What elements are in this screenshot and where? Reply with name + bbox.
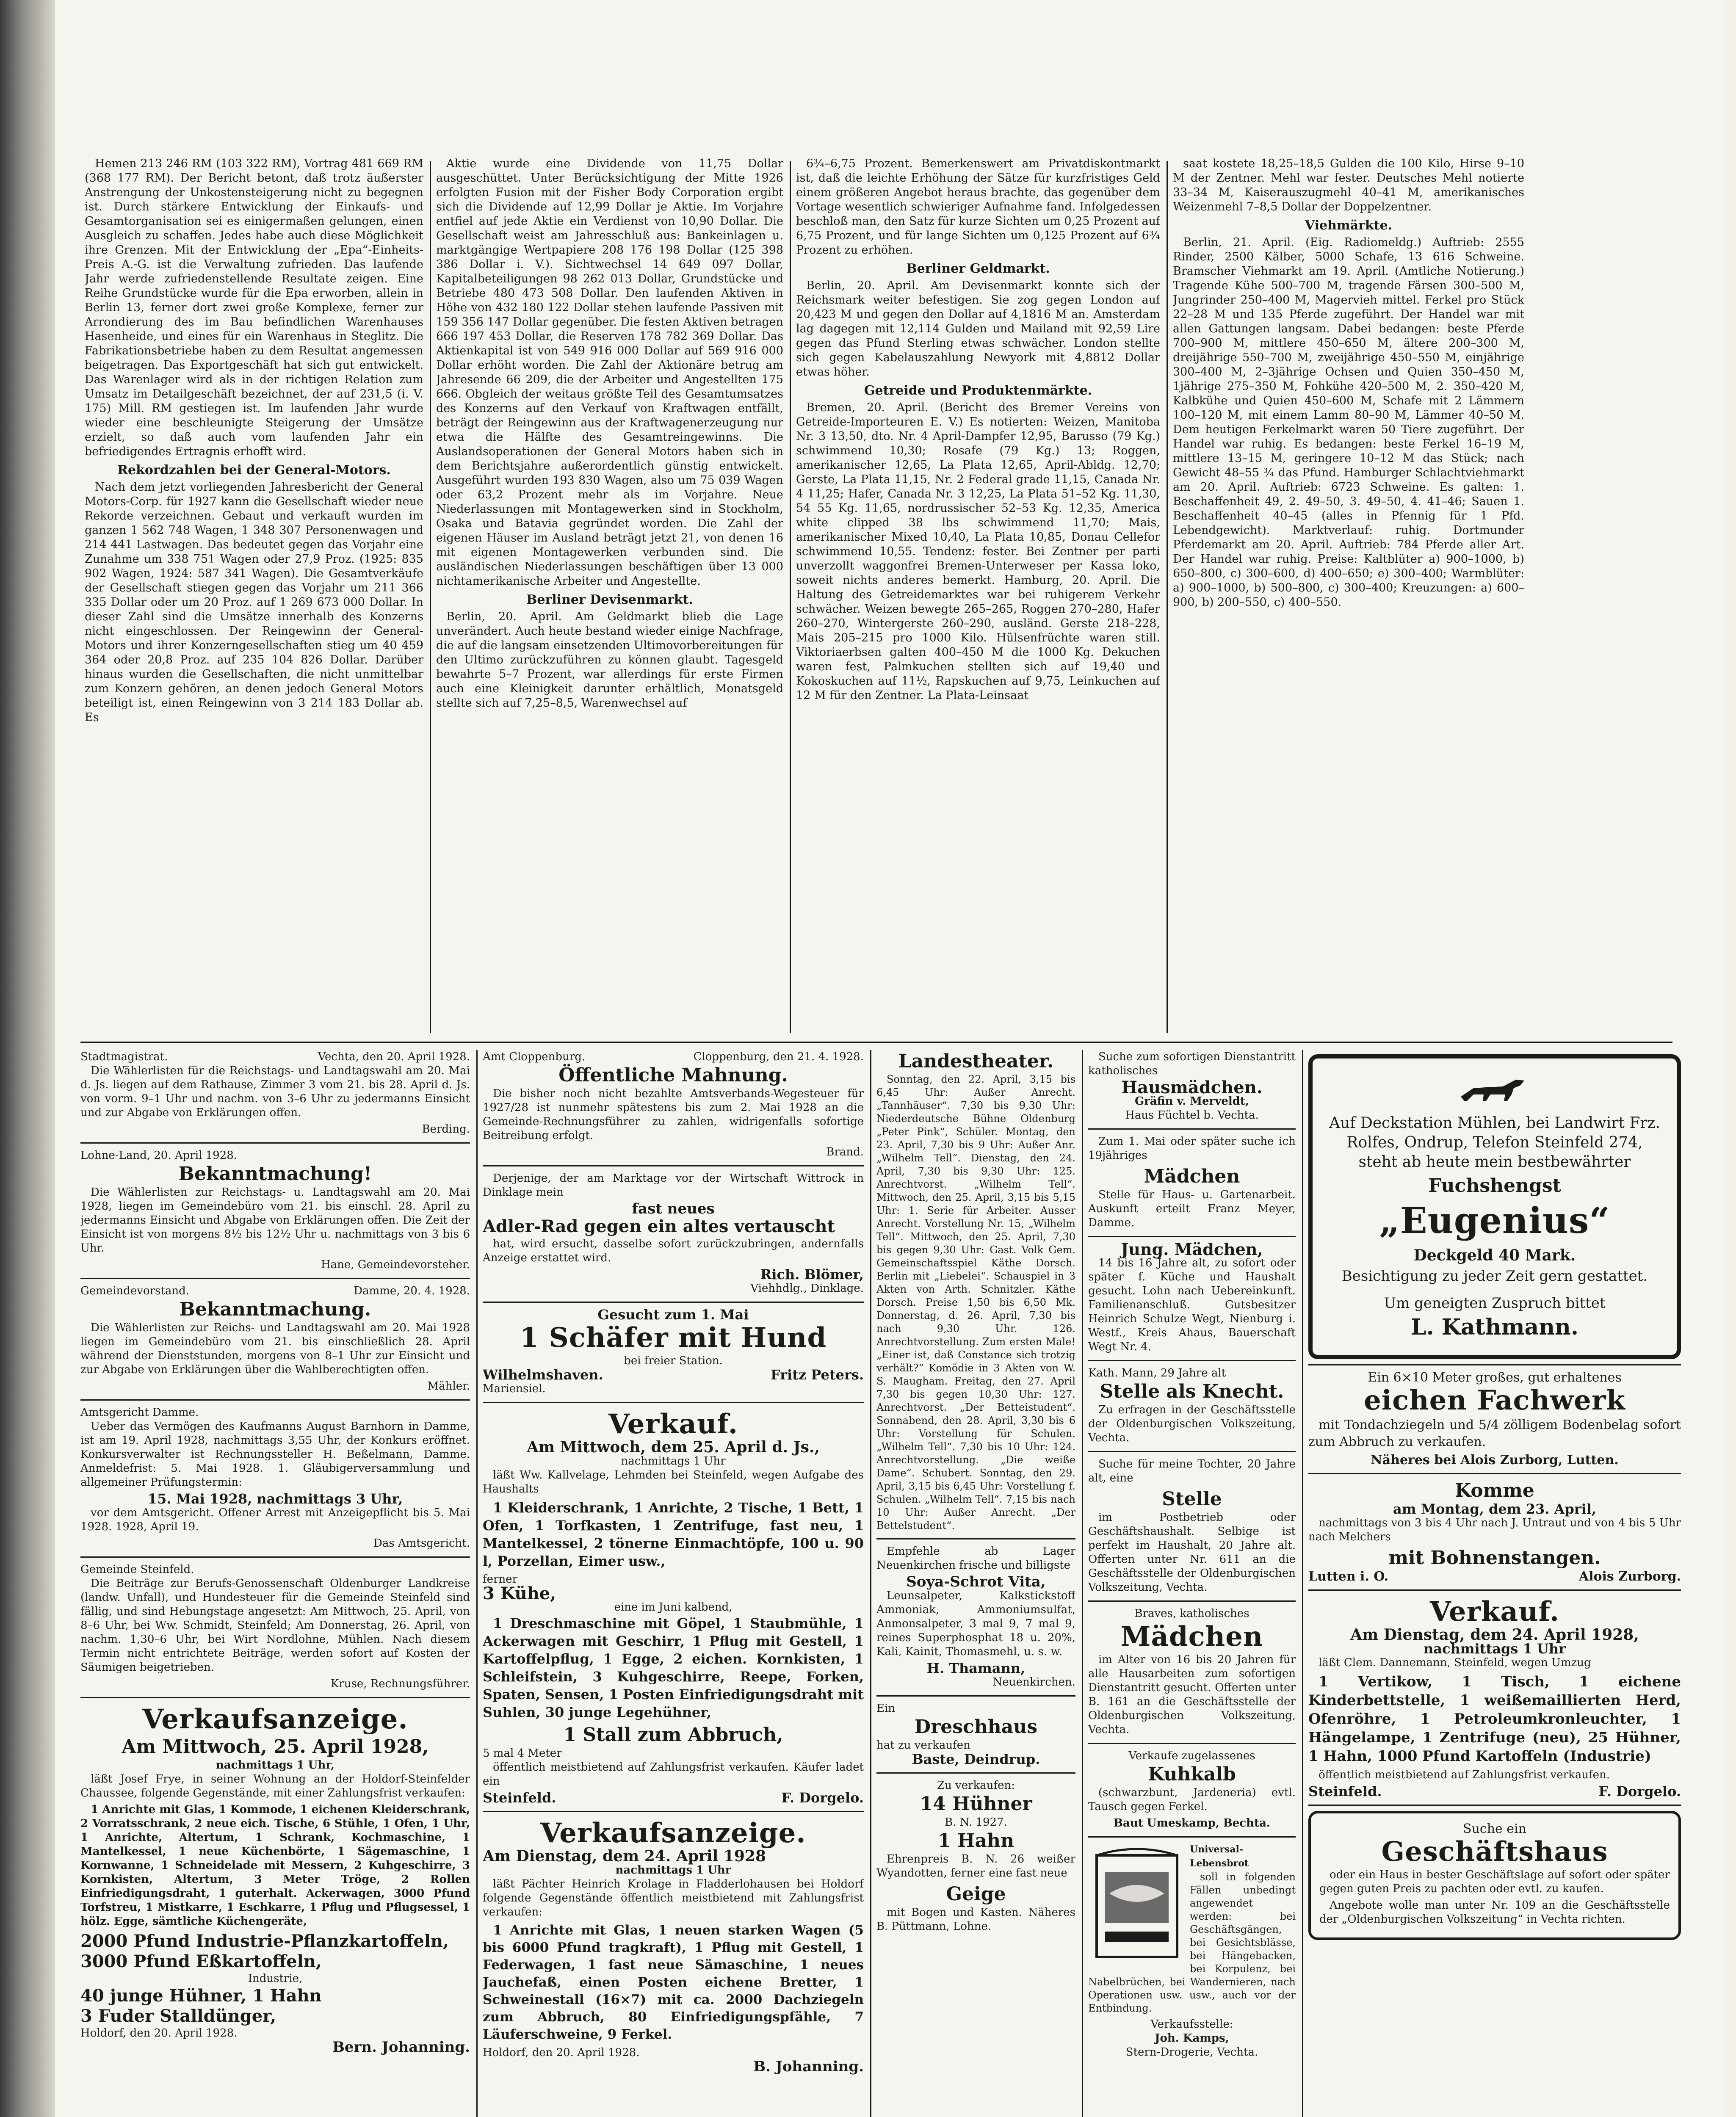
ad-headline: Mädchen — [1120, 1621, 1263, 1653]
ad-text: Auf Deckstation Mühlen, bei Landwirt Frz. Rolfes, Ondrup, Telefon Steinfeld 274, steht ab heute mein bestbewährter — [1329, 1114, 1660, 1171]
ad-text: Zum 1. Mai oder später suche ich 19jähriges — [1088, 1135, 1296, 1162]
column-rule — [1167, 161, 1168, 1033]
ad-text: bei freier Station. — [624, 1354, 723, 1367]
notice-text: Die Wählerlisten für die Reichstags- und Landtagswahl am 20. Mai d. Js. liegen auf dem Rathause, Zimmer 3 vom 21. bis 28. April d. Js. von vorm. 9–1 Uhr und nachm. von 3–6 Uhr zu jedermanns Einsicht und zur Abgabe von Erklärungen offen. — [80, 1064, 470, 1119]
paragraph: Berlin, 20. April. Am Devisenmarkt konnte sich der Reichsmark weiter befestigen. Sie zog gegen London auf 20,423 M und gegen den Dollar auf 4,1816 M an. Amsterdam lag dagegen mit 12,114 Gulden und Mailand mit 92,59 Lire gegen das Pfund Sterling etwas schwächer. London stellte sich gegen Kabelauszahlung Newyork mit 4,8812 Dollar etwas höher. — [796, 279, 1160, 379]
divider — [1088, 1836, 1296, 1838]
column-rule — [430, 161, 431, 1033]
ad-highlight: 40 junge Hühner, 1 Hahn — [80, 1986, 322, 2006]
notice-stadtmagistrat — [80, 1050, 470, 1136]
paragraph: Nach dem jetzt vorliegenden Jahresbericht der General Motors-Corp. für 1927 kann die Gesellschaft wieder neue Rekorde verzeichnen. Gebaut und verkauft wurden im ganzen 1 562 748 Wagen, 1 348 307 Personenwagen und 214 441 Lastwagen. Das bedeutet gegen das Vorjahr eine Zunahme um 338 751 Wagen oder 27,9 Proz. (1925: 835 902 Wagen, 1924: 587 341 Wagen). Die Gesamtverkäufe der Gesellschaft stiegen gegen das Vorjahr um 211 366 335 Dollar oder um 20 Proz. auf 1 269 673 000 Dollar. In dieser Zahl sind die Umsätze innerhalb des Konzerns nicht eingeschlossen. Der Reingewinn der General-Motors und ihrer Konzerngesellschaften stieg um 40 459 364 oder 20,8 Proz. auf 235 104 826 Dollar. Darüber hinaus wurden die Gesellschaften, die nicht unmittelbar zum Konzern gehören, an denen jedoch General Motors beteiligt ist, einen Reingewinn von 3 214 183 Dollar ab. Es — [85, 481, 423, 724]
binding-spine — [0, 0, 55, 2117]
ad-text: mit Bogen und Kasten. Näheres B. Püttmann, Lohne. — [876, 1906, 1075, 1933]
ad-verkauf-kallvelage — [483, 1408, 864, 1805]
ad-highlight: 1 Stall zum Abbruch, — [563, 1724, 783, 1746]
notice-term: 15. Mai 1928, nachmittags 3 Uhr, — [147, 1491, 403, 1507]
column-rule — [790, 161, 791, 1033]
ad-signature-sub: Neuenkirchen. — [992, 1676, 1075, 1689]
section-heading: Berliner Geldmarkt. — [906, 261, 1050, 276]
ad-text: öffentlich meistbietend auf Zahlungsfrist verkaufen. — [1319, 1769, 1610, 1781]
ad-place-sub: Mariensiel. — [483, 1382, 546, 1395]
column-rule — [1082, 1050, 1083, 2117]
ad-jung-maedchen — [1088, 1242, 1296, 1354]
paragraph: Berlin, 20. April. Am Geldmarkt blieb die Lage unverändert. Auch heute bestand wieder einige Nachfrage, die auf die langsam einsetzenden Ultimovorbereitungen für den Ultimo zurückzuführen zu können glaubt. Tagesgeld bewahrte 5–7 Prozent, war allerdings für erste Firmen auch eine Kleinigkeit darunter erhältlich, Monatsgeld stellte sich auf 7,25–8,5, Warenwechsel auf — [436, 610, 783, 710]
ad-text: Besichtigung zu jeder Zeit gern gestattet. — [1341, 1268, 1648, 1285]
divider — [483, 1402, 864, 1403]
ad-lebensbrot — [1088, 1843, 1296, 2059]
ad-text: im Postbetrieb oder Geschäftshaushalt. Selbige ist perfekt im Haushalt, 20 Jahre alt. Offerten unter Nr. 611 an die Geschäftsstelle der Oldenburgischen Volkszeitung, Vechta. — [1088, 1511, 1296, 1594]
notice-signature: Kruse, Rechnungsführer. — [330, 1678, 470, 1690]
ad-title: Verkaufsanzeige. — [540, 1817, 806, 1849]
notice-text: Die Wählerlisten zur Reichs- und Landtagswahl am 20. Mai 1928 liegen im Gemeindebüro vom 21. bis einschließlich 28. April während der Dienststunden, morgens von 8–1 Uhr zur Einsicht und zur Abgabe von Erklärungen über die Wahlberechtigten offen. — [80, 1321, 470, 1376]
ad-headline: Adler-Rad gegen ein altes vertauscht — [483, 1216, 835, 1236]
notice-title: Bekanntmachung! — [178, 1163, 372, 1185]
newspaper-page — [55, 0, 1723, 2117]
ad-text: nachmittags von 3 bis 4 Uhr nach J. Untraut und von 4 bis 5 Uhr nach Melchers — [1308, 1517, 1681, 1543]
ad-komme — [1308, 1479, 1681, 1584]
ad-date: Am Mittwoch, 25. April 1928, — [122, 1736, 429, 1758]
ad-text: mit Tondachziegeln und 5/4 zölligem Bodenbelag sofort zum Abbruch zu verkaufen. — [1308, 1418, 1681, 1449]
ad-hausmaedchen — [1088, 1050, 1296, 1122]
ad-text: 5 mal 4 Meter — [483, 1747, 562, 1760]
ad-date: Am Dienstag, dem 24. April 1928, — [1350, 1626, 1639, 1644]
divider — [876, 1538, 1075, 1539]
ad-verkauf-dannemann — [1308, 1596, 1681, 1799]
ad-headline: 14 Hühner — [920, 1793, 1032, 1815]
column-rule — [1302, 1050, 1303, 2117]
ad-headline: Jung. Mädchen, — [1121, 1240, 1263, 1259]
ad-text: Ein — [876, 1702, 896, 1715]
ad-text: läßt Clem. Dannemann, Steinfeld, wegen Umzug — [1319, 1656, 1591, 1669]
divider — [483, 1811, 864, 1812]
ad-braves-maedchen — [1088, 1607, 1296, 1737]
section-heading: Rekordzahlen bei der General-Motors. — [117, 463, 391, 478]
divider — [1088, 1600, 1296, 1602]
ad-text: Suche zum sofortigen Dienstantritt katholisches — [1088, 1050, 1296, 1077]
notice-text: vor dem Amtsgericht. Offener Arrest mit Anzeigepflicht bis 5. Mai 1928. 1928, April 19. — [80, 1506, 470, 1533]
ad-text: Empfehle ab Lager Neuenkirchen frische und billigste — [876, 1545, 1075, 1572]
ad-huehner — [876, 1779, 1075, 1934]
top-column-3 — [796, 157, 1160, 1037]
ad-headline: Mädchen — [1144, 1166, 1240, 1187]
divider — [1088, 1451, 1296, 1452]
notice-damme — [80, 1284, 470, 1393]
ad-signature: Baut Umeskamp, Bechta. — [1114, 1817, 1270, 1830]
ad-items: 1 Dreschmaschine mit Göpel, 1 Staubmühle, 1 Ackerwagen mit Geschirr, 1 Pflug mit Gestell, 1 Kartoffelpflug, 1 Egge, 2 eichen. Kornkisten, 1 Schleifstein, 3 Kuhgeschirre, Reepe, Forken, Spaten, Sensen, 1 Posten Einfriedigungsdraht mit Suhlen, 30 junge Legehühner, — [483, 1615, 864, 1720]
ad-signature: Alois Zurborg. — [1578, 1569, 1681, 1584]
notice-text: Die Beiträge zur Berufs-Genossenschaft Oldenburger Landkreise (landw. Unfall), und Hundesteuer für die Gemeinde Steinfeld sind fällig, und sind Hebungstage angesetzt: Am Mittwoch, 25. April, von 8–6 Uhr, bei Ww. Schmidt, Steinfeld; Am Donnerstag, 26. April, von nachm. 1,30–6 Uhr, bei Wirt Nordlohne, Mühlen. Nach diesem Termin nicht entrichtete Beiträge, werden sofort auf Kosten der Säumigen beigetrieben. — [80, 1577, 470, 1674]
ad-place: Wilhelmshaven. — [483, 1367, 603, 1383]
divider — [1088, 1360, 1296, 1361]
paragraph: Bremen, 20. April. (Bericht des Bremer Vereins von Getreide-Importeuren E. V.) Es notierten: Weizen, Manitoba Nr. 3 13,50, dto. Nr. 4 April-Dampfer 12,95, Barusso (79 Kg.) schwimmend 10,30; Rosafe (79 Kg.) 13; Roggen, amerikanischer 12,65, La Plata 12,65, April-Abldg. 12,70; Gerste, La Plata 11,15, Nr. 2 Federal grade 11,15, Canada Nr. 4 11,25; Hafer, Canada Nr. 3 12,25, La Plata 51–52 Kg. 11,30, 54 55 Kg. 11,65, nordrussischer 52–53 Kg. 12,35, America white clipped 38 lbs schwimmend 11,70; Mais, amerikanischer Mixed 10,40, La Plata 10,85, Donau Cellefor schwimmend 10,55. Tendenz: fester. Bei Zentner per parti unverzollt waggonfrei Bremen-Unterweser per Kassa loko, soweit nichts anderes bemerkt. Hamburg, 20. April. Die Haltung des Getreidemarktes war bei ruhigerem Verkehr schwächer. Weizen bewegte 265–265, Roggen 270–280, Hafer 260–270, Wintergerste 260–290, ausländ. Gerste 218–228, Mais 205–215 pro 1000 Kilo. Hülsenfrüchte waren still. Viktoriaerbsen galten 400–450 M die 1000 Kg. Dekuchen waren fest, Palmkuchen stellten sich auf 19,40 und Kokoskuchen auf 11½, Rapskuchen auf 9,75, Leinkuchen auf 12 M für den Zentner. La Plata-Leinsaat — [796, 401, 1160, 702]
ad-dreschhaus — [876, 1702, 1075, 1766]
ad-text: Stelle für Haus- u. Gartenarbeit. Auskunft erteilt Franz Meyer, Damme. — [1088, 1188, 1296, 1229]
notice-title: Öffentliche Mahnung. — [558, 1064, 788, 1086]
ad-text: Ehrenpreis B. N. 26 weißer Wyandotten, ferner eine fast neue — [876, 1853, 1075, 1879]
ad-text: Angebote wolle man unter Nr. 109 an die Geschäftsstelle der „Oldenburgischen Volkszeitung“ in Vechta richten. — [1319, 1899, 1670, 1926]
section-divider — [80, 1042, 1672, 1043]
ad-text: Verkaufe zugelassenes — [1128, 1749, 1255, 1762]
ad-text: Suche für meine Tochter, 20 Jahre alt, eine — [1088, 1458, 1296, 1484]
divider — [1308, 1364, 1681, 1365]
ad-text: hat zu verkaufen — [876, 1739, 970, 1752]
top-column-4 — [1173, 157, 1524, 1037]
ad-headline: Stelle — [1162, 1488, 1222, 1510]
divider — [876, 1772, 1075, 1774]
ad-verkaufsanzeige-krolage — [483, 1817, 864, 2074]
ad-landestheater — [876, 1050, 1075, 1532]
ad-headline: Hausmädchen. — [1121, 1078, 1263, 1097]
ad-subheading: fast neues — [632, 1200, 715, 1217]
divider — [80, 1278, 470, 1279]
ad-highlight: 3000 Pfund Eßkartoffeln, — [80, 1951, 322, 1971]
ad-text: läßt Pächter Heinrich Krolage in Fladderlohausen bei Holdorf folgende Gegenstände öffentlich meistbietend mit Zahlungsfrist verkaufen: — [483, 1878, 864, 1918]
ad-text: läßt Ww. Kallvelage, Lehmden bei Steinfeld, wegen Aufgabe des Haushalts — [483, 1469, 864, 1495]
ad-signature-sub: Haus Füchtel b. Vechta. — [1125, 1109, 1259, 1122]
ad-signature: Joh. Kamps, — [1155, 2032, 1229, 2045]
ad-text: Derjenige, der am Marktage vor der Wirtschaft Wittrock in Dinklage mein — [483, 1172, 864, 1199]
notice-mahnung — [483, 1050, 864, 1159]
ad-headline: „Eugenius“ — [1379, 1199, 1610, 1241]
ad-fuchshengst — [1308, 1054, 1681, 1359]
paragraph: Aktie wurde eine Dividende von 11,75 Dollar ausgeschüttet. Unter Berücksichtigung der Mitte 1926 erfolgten Fusion mit der Fisher Body Corporation ergibt sich die Dividende auf 12,99 Dollar je Aktie. Im Vorjahre entfiel auf jede Aktie ein Verdienst von 10,90 Dollar. Die Gesellschaft weist am Jahresschluß aus: Bankeinlagen u. marktgängige Wertpapiere 208 176 198 Dollar (125 398 386 Dollar i. V.). Sichtwechsel 14 649 097 Dollar, Kapitalbeteiligungen 98 262 013 Dollar, Grundstücke und Betriebe 480 473 508 Dollar. Den laufenden Aktiven in Höhe von 432 180 122 Dollar stehen laufende Passiven mit 159 356 147 Dollar gegenüber. Die festen Aktiven betragen 666 197 453 Dollar, die Reserven 178 782 369 Dollar. Das Aktienkapital ist von 549 916 000 Dollar auf 569 916 000 Dollar erhöht worden. Die Zahl der Aktionäre betrug am Jahresende 66 209, die der Arbeiter und Angestellten 175 666. Obgleich der weitaus größte Teil des Gesamtumsatzes des Konzerns auf den Verkauf von Kraftwagen entfällt, beträgt der Reingewinn aus der Kraftwagenerzeugung nur etwa die Hälfte des Gesamtreingewinns. Die Auslandsoperationen der General Motors haben sich in dem Berichtsjahre außerordentlich günstig entwickelt. Ausgeführt wurden 193 830 Wagen, also um 75 039 Wagen oder 63,2 Prozent mehr als im Vorjahre. Neue Niederlassungen mit Montagewerken sind in Stockholm, Osaka und Batavia gegründet worden. Die Zahl der eigenen Häuser im Ausland beträgt jetzt 21, von denen 16 mit eigenen Montagewerken verbunden sind. Die ausländischen Niederlassungen beschäftigen über 13 000 nichtamerikanische Arbeiter und Angestellte. — [436, 157, 783, 588]
column-rule — [870, 1050, 871, 2117]
ad-place-date: Holdorf, den 20. April 1928. — [80, 2027, 238, 2040]
notice-place-date: Lohne-Land, 20. April 1928. — [80, 1149, 238, 1162]
ad-geschaeftshaus — [1308, 1811, 1681, 1940]
section-heading: Viehmärkte. — [1305, 218, 1393, 233]
ad-place-date: Holdorf, den 20. April 1928. — [483, 2046, 640, 2059]
ad-text: Braves, katholisches — [1134, 1607, 1249, 1620]
notice-date: Damme, 20. 4. 1928. — [354, 1285, 470, 1297]
ad-signature: Rich. Blömer, — [760, 1266, 864, 1282]
ad-text: Näheres bei Alois Zurborg, Lutten. — [1371, 1453, 1619, 1468]
ad-schaefer — [483, 1308, 864, 1396]
ad-column-3 — [876, 1050, 1075, 2117]
notice-amtsgericht — [80, 1406, 470, 1550]
ad-column-5 — [1308, 1050, 1681, 2117]
ad-signature: F. Dorgelo. — [1598, 1783, 1681, 1799]
ad-signature-sub: Viehhdlg., Dinklage. — [750, 1282, 864, 1295]
notice-authority: Gemeinde Steinfeld. — [80, 1563, 194, 1576]
notice-authority: Amt Cloppenburg. — [483, 1050, 586, 1063]
ad-text: Zu verkaufen: — [937, 1779, 1015, 1792]
ad-text: hat, wird ersucht, dasselbe sofort zurückzubringen, andernfalls Anzeige erstattet wird. — [483, 1238, 864, 1264]
ad-title: Verkaufsanzeige. — [142, 1703, 408, 1735]
ad-highlight: 3 Kühe, — [483, 1584, 556, 1603]
ad-fachwerk — [1308, 1371, 1681, 1467]
divider — [1308, 1805, 1681, 1806]
ad-text: Zu erfragen in der Geschäftsstelle der Oldenburgischen Volkszeitung, Vechta. — [1088, 1404, 1296, 1444]
ad-date: Am Dienstag, dem 24. April 1928 — [483, 1847, 766, 1865]
section-heading: Berliner Devisenmarkt. — [526, 592, 693, 607]
ad-text: läßt Josef Frye, in seiner Wohnung an der Holdorf-Steinfelder Chaussee, folgende Gegenstände, mit einer Zahlungsfrist verkaufen: — [80, 1773, 470, 1799]
ad-verkaufsanzeige-frye — [80, 1703, 470, 2054]
ad-text: Ein 6×10 Meter großes, gut erhaltenes — [1368, 1370, 1622, 1385]
divider — [80, 1697, 470, 1698]
divider — [80, 1556, 470, 1558]
notice-signature: Berding. — [422, 1123, 470, 1136]
ad-headline: mit Bohnenstangen. — [1388, 1547, 1601, 1569]
notice-date: Cloppenburg, den 21. 4. 1928. — [693, 1050, 864, 1063]
ad-headline: 1 Schäfer mit Hund — [520, 1322, 827, 1354]
ad-headline: Geschäftshaus — [1381, 1836, 1608, 1868]
ad-text: B. N. 1927. — [945, 1816, 1007, 1829]
ad-text: Suche ein — [1463, 1821, 1526, 1836]
ad-kuhkalb — [1088, 1749, 1296, 1830]
ad-signature: H. Thamann, — [926, 1660, 1026, 1676]
ad-signature: Fritz Peters. — [771, 1367, 864, 1383]
ad-subheading: Gesucht zum 1. Mai — [597, 1307, 749, 1323]
ad-adler-rad — [483, 1172, 864, 1296]
notice-text: Die Wählerlisten zur Reichstags- u. Landtagswahl am 20. Mai 1928, liegen im Gemeindebüro vom 21. bis einschl. 28. April zu jedermanns Einsicht und Abgabe von Erklärungen offen. Die Zeit der Einsicht ist von morgens 8½ bis 12½ Uhr u. nachmittags von 3 bis 6 Uhr. — [80, 1186, 470, 1255]
divider — [876, 1695, 1075, 1697]
ad-signature: Gräfin v. Merveldt, — [1135, 1095, 1249, 1108]
notice-signature: Hane, Gemeindevorsteher. — [321, 1258, 470, 1271]
ad-text: Um geneigten Zuspruch bittet — [1384, 1295, 1606, 1312]
ad-text: Leunsalpeter, Kalkstickstoff Ammoniak, Ammoniumsulfat, Anmonsalpeter, 3 mal 9, 7 mal 9, reines Superphosphat 18 u. 20%, Kali, Kainit, Thomasmehl, u. s. w. — [876, 1589, 1075, 1658]
ad-time: nachmittags 1 Uhr — [615, 1864, 731, 1877]
ad-items: 1 Anrichte mit Glas, 1 Kommode, 1 eichenen Kleiderschrank, 2 Vorratsschrank, 2 neue eich. Tische, 6 Stühle, 1 Ofen, 1 Uhr, 1 Anrichte, Altertum, 1 Schrank, Kochmaschine, 1 Mantelkessel, 1 neue Küchenbörte, 1 Sägemaschine, 1 Kornwanne, 1 Schneidelade mit Messern, 2 Kuhgeschirre, 3 Kornkisten, Altertum, 3 Meter Tröge, 2 Rollen Einfriedigungsdraht, 1 guterhalt. Ackerwagen, 3000 Pfund Torfstreu, 1 Mistkarre, 1 Eschkarre, 1 Pflug und Pflugsessel, 1 hölz. Egge, sämtliche Küchengeräte, — [80, 1803, 470, 1928]
ad-title: Verkauf. — [608, 1408, 738, 1440]
top-column-2 — [436, 157, 783, 1037]
notice-title: Bekanntmachung. — [179, 1299, 371, 1320]
notice-signature: Mähler. — [427, 1380, 470, 1393]
ad-signature-sub: Stern-Drogerie, Vechta. — [1125, 2046, 1258, 2059]
notice-authority: Stadtmagistrat. — [80, 1050, 168, 1063]
divider — [1088, 1128, 1296, 1130]
ad-text: soll in folgenden Fällen unbedingt angewendet werden: bei Geschäftsgängen, bei Gesichtsblässe, bei Hängebacken, bei Korpulenz, bei Nabelbrüchen, bei Wandernieren, nach Operationen usw. usw., auch vor der Entbindung. — [1088, 1871, 1296, 2014]
notice-steinfeld — [80, 1563, 470, 1691]
divider — [1088, 1236, 1296, 1237]
column-rule — [476, 1050, 478, 2117]
ad-headline: 1 Hahn — [938, 1830, 1014, 1852]
divider — [80, 1142, 470, 1144]
ad-subheading: Fuchshengst — [1428, 1175, 1561, 1197]
ad-signature: L. Kathmann. — [1411, 1314, 1578, 1340]
notice-authority: Amtsgericht Damme. — [80, 1406, 199, 1419]
ad-place: Steinfeld. — [1308, 1783, 1382, 1799]
notice-text: Ueber das Vermögen des Kaufmanns August Barnhorn in Damme, ist am 19. April 1928, nachmittags 3,55 Uhr, der Konkurs eröffnet. Konkursverwalter ist Rechnungssteller H. Beßelmann, Damme. Anmeldefrist: 5. Mai 1928. 1. Gläubigerversammlung und allgemeiner Prüfungstermin: — [80, 1420, 470, 1489]
notice-signature: Brand. — [826, 1146, 864, 1158]
ad-signature: B. Johanning. — [753, 2058, 864, 2075]
ad-column-1 — [80, 1050, 470, 2117]
ad-headline: Komme — [1455, 1480, 1534, 1501]
notice-text: Die bisher noch nicht bezahlte Amtsverbands-Wegesteuer für 1927/28 ist nunmehr spätestens bis zum 2. Mai 1928 an die Gemeinde-Rechnungsführer zu zahlen, widrigenfalls sofortige Beitreibung erfolgt. — [483, 1087, 864, 1142]
paragraph: 6¾–6,75 Prozent. Bemerkenswert am Privatdiskontmarkt ist, daß die leichte Erhöhung der Sätze für kurzfristiges Geld einem größeren Angebot heraus brachte, das gegenüber dem Vortage wesentlich schwieriger Aufnahme fand. Infolgedessen beschloß man, den Satz für kurze Sichten um 0,25 Prozent auf 6,75 Prozent, und für lange Sichten um 0,125 Prozent auf 6¾ Prozent zu erhöhen. — [796, 157, 1160, 257]
ad-text: ferner — [483, 1573, 517, 1586]
ad-fee: Deckgeld 40 Mark. — [1413, 1246, 1576, 1264]
ad-headline: Dreschhaus — [914, 1716, 1038, 1738]
divider — [1308, 1589, 1681, 1591]
ad-items: 1 Kleiderschrank, 1 Anrichte, 2 Tische, 1 Bett, 1 Ofen, 1 Torfkasten, 1 Zentrifuge, fast neu, 1 Mantelkessel, 2 tönerne Einmachtöpfe, 100 u. 90 l, Porzellan, Eimer usw., — [483, 1500, 864, 1569]
ad-soya-schrot — [876, 1545, 1075, 1689]
horse-icon — [1457, 1071, 1533, 1105]
ad-text: öffentlich meistbietend auf Zahlungsfrist verkaufen. Käufer ladet ein — [483, 1761, 864, 1788]
ad-signature: F. Dorgelo. — [781, 1790, 864, 1806]
ad-text: im Alter von 16 bis 20 Jahren für alle Hausarbeiten zum sofortigen Dienstantritt gesucht. Offerten unter B. 161 an die Geschäftsstelle der Oldenburgischen Volkszeitung, Vechta. — [1088, 1653, 1296, 1736]
ad-column-4 — [1088, 1050, 1296, 2117]
top-column-1 — [85, 157, 423, 1037]
ad-items: 1 Vertikow, 1 Tisch, 1 eichene Kinderbettstelle, 1 weißemaillierten Herd, Ofenröhre, 1 Petroleumkronleuchter, 1 Hängelampe, 1 Zentrifuge (neu), 25 Hühner, 1 Hahn, 1000 Pfund Kartoffeln (Industrie) — [1308, 1673, 1681, 1765]
ad-headline: Kuhkalb — [1148, 1763, 1236, 1785]
ad-headline: Stelle als Knecht. — [1100, 1381, 1284, 1402]
ad-text: Sonntag, den 22. April, 3,15 bis 6,45 Uhr: Außer Anrecht. „Tannhäuser“. 7,30 bis 9,30 Uhr: Niederdeutsche Bühne Oldenburg „Peter Pink“, Schüler. Montag, den 23. April, 7,30 bis 9 Uhr: Außer Anr. „Wilhelm Tell“. Dienstag, den 24. April, 7,30 bis 9,30 Uhr: 125. Anrechtvorst. „Wilhelm Tell“. Mittwoch, den 25. April, 3,15 bis 5,15 Uhr: 1. Serie für Arbeiter. Ausser Anrecht. Vorstellung Nr. 15, „Wilhelm Tell“. Mittwoch, den 25. April, 7,30 bis gegen 9,30 Uhr: Gast. Volk Gem. Gemeinschaftsspiel Käthe Dorsch. Berlin mit „Liebelei“. Schauspiel in 3 Akten von Arth. Schnitzler. Käthe Dorsch. Preise 1,50 bis 6,50 Mk. Donnerstag, d. 26. April, 7,30 bis nach 9,30 Uhr. 126. Anrechtvorstellung. Zum ersten Male! „Einer ist, daß Constance sich trotzig verhält?“ Komödie in 3 Akten von W. S. Maugham. Freitag, den 27. April 7,30 bis gegen 10,30 Uhr: 127. Anrechtvorst. „Der Betteistudent“. Sonnabend, den 28. April, 3,30 bis 6 Uhr: Vorstellung für Schulen. „Wilhelm Tell“. 7,30 bis 10 Uhr: 124. Anrechtvorstellung. „Die weiße Dame“. Schubert. Sonntag, den 29. April, 3,15 bis 6,45 Uhr: Vorstellung f. Schulen. „Wilhelm Tell“. 7,15 bis nach 10 Uhr: Außer Anrecht. „Der Bettelstudent“. — [876, 1073, 1075, 1531]
ad-stelle-tochter — [1088, 1457, 1296, 1595]
ad-signature: Baste, Deindrup. — [912, 1751, 1040, 1767]
ad-date: Am Mittwoch, dem 25. April d. Js., — [527, 1438, 820, 1456]
paragraph: saat kostete 18,25–18,5 Gulden die 100 Kilo, Hirse 9–10 M der Zentner. Mehl war fester. Deutsches Mehl notierte 33–34 M, Kaiserauszugmehl 40–41 M, amerikanisches Weizenmehl 7–8,5 Dollar der Doppelzentner. — [1173, 157, 1524, 213]
ad-headline: Geige — [946, 1883, 1006, 1905]
ad-title: Verkauf. — [1429, 1596, 1560, 1628]
ad-column-2 — [483, 1050, 864, 2117]
ad-text: (schwarzbunt, Jardeneria) evtl. Tausch gegen Ferkel. — [1088, 1786, 1296, 1813]
paragraph: Berlin, 21. April. (Eig. Radiomeldg.) Auftrieb: 2555 Rinder, 2500 Kälber, 5000 Schafe, 13 616 Schweine. Bramscher Viehmarkt am 19. April. (Amtliche Notierung.) Tragende Kühe 500–700 M, tragende Färsen 300–500 M, Jungrinder 250–400 M, Magervieh mittel. Ferkel pro Stück 22–28 M und 135 Pferde zugeführt. Der Handel war mit allen Gattungen langsam. Dabei bedangen: beste Pferde 700–900 M, mittlere 450–650 M, ältere 200–300 M, dreijährige 550–700 M, zweijährige 450–550 M, einjährige 300–400 M, 2–3jährige Ochsen und Quien 350–450 M, 1jährige 275–350 M, Fohkühe 420–500 M, 2. 350–420 M, Kalbkühe und Quien 450–600 M, Schafe mit 2 Lämmern 100–120 M, mit einem Lamm 80–90 M, Lämmer 40–50 M. Dem heutigen Ferkelmarkt waren 50 Tiere zugeführt. Der Handel war ruhig. Es bedangen: beste Ferkel 16–19 M, mittlere 13–15 M, geringere 10–12 M das Stück; nach Gewicht 48–55 ¾ das Pfund. Hamburger Schlachtviehmarkt am 20. April. Auftrieb: 6723 Schweine. Es galten: 1. Beschaffenheit 49, 2. 49–50, 3. 49–50, 4. 41–46; Sauen 1. Beschaffenheit 40–45 (alles in Pfennig für 1 Pfd. Lebendgewicht). Marktverlauf: ruhig. Dortmunder Pferdemarkt am 20. April. Auftrieb: 784 Pferde aller Art. Der Handel war ruhig. Preise: Kaltblüter a) 900–1000, b) 650–800, c) 300–600, d) 400–650; e) 300–400; Warmblüter: a) 900–1000, b) 500–800, c) 300–400; Kreuzungen: a) 600–900, b) 200–550, c) 400–550. — [1173, 236, 1524, 609]
notice-authority: Gemeindevorstand. — [80, 1285, 190, 1297]
ad-label: Verkaufsstelle: — [1150, 2018, 1233, 2031]
notice-lohne — [80, 1149, 470, 1272]
ad-place: Lutten i. O. — [1308, 1569, 1389, 1584]
ad-signature: Bern. Johanning. — [332, 2039, 470, 2056]
ad-text: oder ein Haus in bester Geschäftslage auf sofort oder später gegen guten Preis zu pachten oder evtl. zu kaufen. — [1319, 1868, 1670, 1895]
ad-time: nachmittags 1 Uhr — [621, 1455, 726, 1468]
paragraph: Hemen 213 246 RM (103 322 RM), Vortrag 481 669 RM (368 177 RM). Der Bericht betont, daß trotz äußerster Anstrengung der Unkostensteigerung nicht zu begegnen ist. Durch stärkere Entwicklung der Einkaufs- und Gesamtorganisation sei es einigermaßen gelungen, einen Ausgleich zu schaffen. Jedes habe auch diese Möglichkeit ihre Grenzen. Mit der Entwicklung der „Epa“-Einheits-Preis A.-G. ist die Verwaltung zufrieden. Das laufende Jahr werde zufriedenstellende Resultate zeigen. Eine Reihe Grundstücke wurde für die Epa erworben, allein in Berlin 13, ferner dort zwei große Komplexe, ferner zur Arrondierung des im Bau befindlichen Warenhauses Hasenheide, und eines für ein Warenhaus in Steglitz. Die Fabrikationsbetriebe haben zu dem Resultat angemessen beigetragen. Das Exportgeschäft hat sich gut entwickelt. Das Warenlager wird als in der richtigen Relation zum Umsatz im Detailgeschäft bezeichnet, der auf 231,5 (i. V. 175) Mill. RM gestiegen ist. Im laufenden Jahr wurde wieder eine beschleunigte Steigerung der Umsätze erzielt, so daß auch vom laufenden Jahr ein befriedigendes Ertragnis erhofft wird. — [85, 157, 423, 458]
divider — [483, 1302, 864, 1303]
divider — [1088, 1743, 1296, 1744]
ad-small: Industrie, — [248, 1972, 303, 1985]
ad-maedchen-meyer — [1088, 1135, 1296, 1230]
ad-time: nachmittags 1 Uhr — [1423, 1641, 1566, 1657]
ad-date: am Montag, dem 23. April, — [1393, 1501, 1596, 1517]
section-heading: Getreide und Produktenmärkte. — [864, 383, 1092, 398]
ad-items: 1 Anrichte mit Glas, 1 neuen starken Wagen (5 bis 6000 Pfund tragkraft), 1 Pflug mit Gestell, 1 Federwagen, 1 fast neue Sämaschine, 1 neues Jauchefaß, einen Posten eichene Bretter, 1 Schweinestall (16×7) mit ca. 2000 Dachziegeln zum Abbruch, 80 Einfriedigungspfähle, 7 Läuferschweine, 9 Ferkel. — [483, 1923, 864, 2042]
ad-text: eine im Juni kalbend, — [614, 1601, 733, 1614]
divider — [80, 1399, 470, 1401]
ad-time: nachmittags 1 Uhr, — [216, 1759, 335, 1772]
product-brand-label: Universal-Lebensbrot — [1190, 1844, 1249, 1869]
ad-title: Landestheater. — [898, 1050, 1054, 1072]
ad-text: Kath. Mann, 29 Jahre alt — [1088, 1367, 1226, 1379]
ad-highlight: 2000 Pfund Industrie-Pflanzkartoffeln, — [80, 1931, 449, 1951]
ad-headline: eichen Fachwerk — [1364, 1385, 1625, 1416]
ad-headline: Soya-Schrot Vita, — [906, 1573, 1046, 1590]
ad-highlight: 3 Fuder Stalldünger, — [80, 2006, 276, 2026]
notice-date: Vechta, den 20. April 1928. — [318, 1050, 470, 1063]
ad-text: 14 bis 16 Jahre alt, zu sofort oder später f. Küche und Haushalt gesucht. Lohn nach Uebereinkunft. Familienanschluß. Gutsbesitzer Heinrich Schulze Wegt, Nienburg i. Westf., Kreis Ahaus, Bauerschaft Wegt Nr. 4. — [1088, 1257, 1296, 1353]
product-package-illustration — [1088, 1843, 1186, 1970]
divider — [1308, 1473, 1681, 1474]
ad-place: Steinfeld. — [483, 1790, 556, 1806]
divider — [483, 1165, 864, 1166]
notice-signature: Das Amtsgericht. — [373, 1537, 470, 1550]
ad-knecht — [1088, 1366, 1296, 1445]
